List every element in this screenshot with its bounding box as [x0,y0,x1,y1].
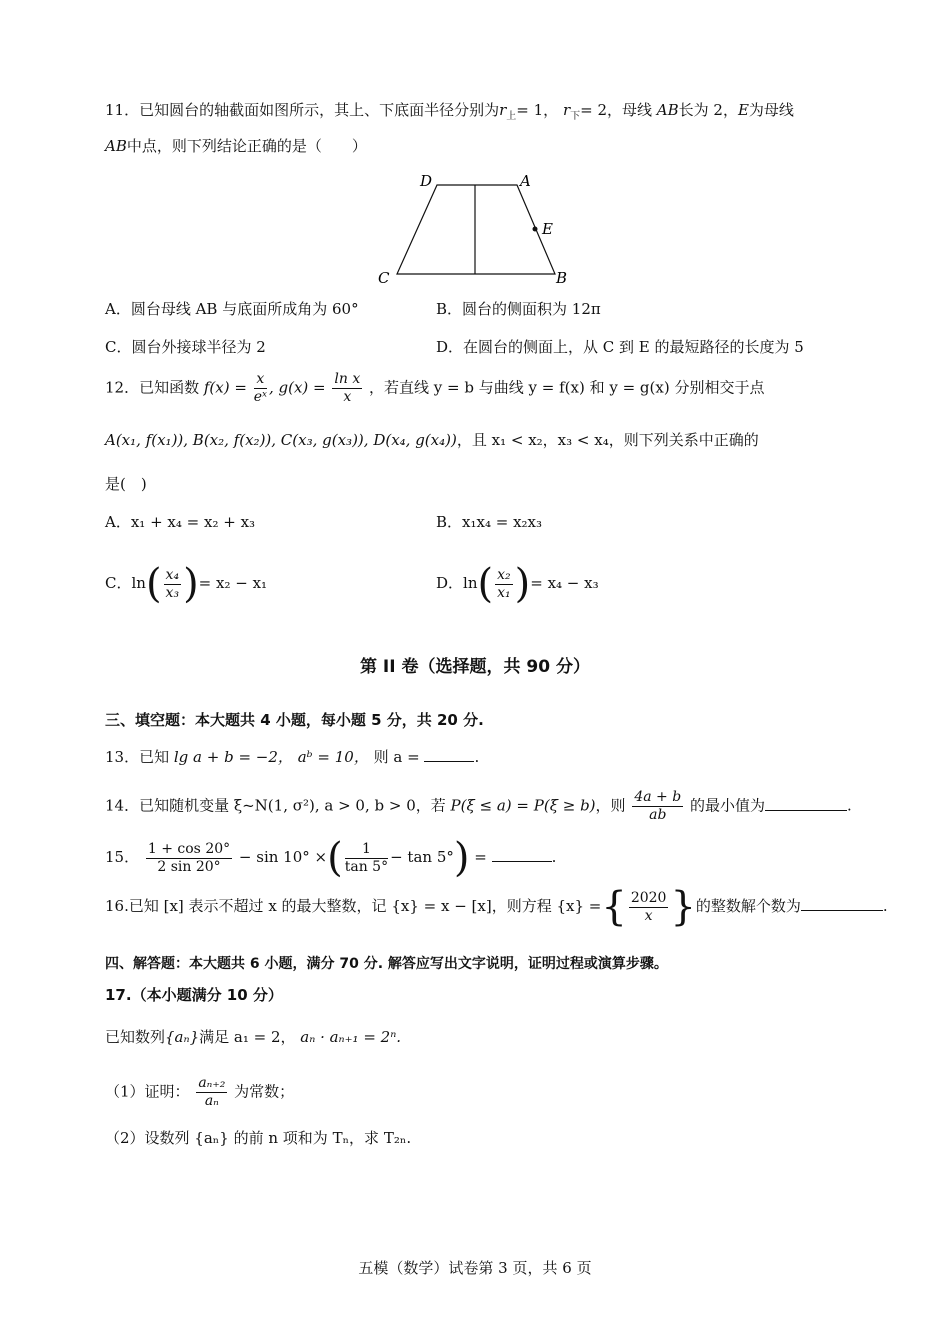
q17-part1-num: aₙ₊₂ [198,1075,226,1091]
q14-frac-num: 4a + b [634,789,682,805]
q11-stem-text: 11．已知圆台的轴截面如图所示，其上、下底面半径分别为 [105,101,500,119]
q15-eq: = [474,848,487,866]
section-2-title: 第 II 卷（选择题，共 90 分） [360,657,590,677]
q14-stem [105,789,852,824]
q16-frac-den: x [644,907,653,924]
q16-stem-text: 16.已知 [x] 表示不超过 x 的最大整数，记 {x} = x − [x]，则方程 {x} = [105,897,602,915]
q12-stem-line1 [105,371,764,406]
point-e-dot [533,227,538,232]
q14-expr: P(ξ ≤ a) = P(ξ ≥ b) [450,796,596,815]
q11-r-up: r [499,101,507,119]
q11-stem-text-2: 长为 2， [678,101,738,119]
q11-stem-text-3: 为母线 [748,101,794,119]
q11-r-up-value: = 1， [516,101,559,119]
q12-fx: f(x) = [203,378,247,397]
q12-option-d-lparen: ( [477,561,494,607]
q15-frac2-num: 1 [345,841,388,859]
q16-frac-num: 2020 [630,889,667,906]
label-a: A [520,172,531,190]
q12-gx-den: x [343,389,352,405]
q17-part1 [105,1075,294,1110]
q16-frac [629,890,669,925]
q12-stem-line3: 是( ) [105,475,147,493]
q14-frac-den: ab [649,807,667,823]
q13-answer-blank[interactable] [424,747,474,762]
q12-stem-text-3: ，且 x₁ < x₂，x₃ < x₄，则下列关系中正确的 [456,431,759,449]
q15-frac-1 [146,841,232,876]
q11-option-c[interactable]: C．圆台外接球半径为 2 [105,338,266,356]
q12-option-d-rhs: = x₄ − x₃ [530,574,599,592]
q13-stem-text: 13．已知 [105,748,170,766]
q16-end: . [882,897,888,915]
q11-trapezoid-figure [370,168,580,288]
q15-answer-blank[interactable] [492,847,552,862]
q15-stem [105,835,557,881]
q11-r-down: r [562,101,571,119]
q13-end: . [474,748,480,766]
q15-label: 15． [105,848,140,866]
q11-r-down-value: = 2，母线 [580,101,652,119]
q12-option-d-frac [495,567,513,602]
q16-rbrace: } [670,884,696,930]
q13-stem [105,746,479,768]
q17-part1-tail: 为常数； [234,1082,295,1101]
q12-option-c-rhs: = x₂ − x₁ [198,574,268,592]
q11-option-a[interactable]: A．圆台母线 AB 与底面所成角为 60° [105,300,359,318]
q14-frac [632,789,683,824]
q17-stem [105,1026,401,1048]
q15-frac1-den: 2 sin 20° [157,858,221,875]
q11-ab-2: AB [105,137,127,155]
q12-option-a[interactable]: A．x₁ + x₄ = x₂ + x₃ [105,513,256,531]
q17-part1-frac [196,1075,227,1110]
q11-stem-line1 [105,99,794,121]
trapezoid-outline [397,185,555,274]
q15-rparen: ) [453,835,470,881]
label-b: B [556,269,568,287]
q17-part2: （2）设数列 {aₙ} 的前 n 项和为 Tₙ，求 T₂ₙ. [105,1129,412,1147]
label-d: D [420,172,433,190]
q11-r-up-sub: 上 [506,111,517,122]
q17-title: 17.（本小题满分 10 分） [105,986,283,1004]
label-e: E [542,220,553,238]
q12-option-d-label: D．ln [436,574,478,592]
q13-stem-text-2: 则 a = [373,748,420,766]
q17-stem-text-3: aₙ · aₙ₊₁ = 2ⁿ. [300,1028,402,1046]
q14-stem-text-3: 的最小值为 [689,796,765,815]
q12-fx-frac [254,371,267,406]
q12-option-c[interactable] [105,561,268,607]
q12-gx: , g(x) = [268,378,326,397]
label-c: C [378,269,390,287]
q17-stem-text-2: 满足 a₁ = 2， [199,1028,296,1046]
q15-end: . [551,848,557,866]
section-4-title: 四、解答题：本大题共 6 小题，满分 70 分. 解答应写出文字说明，证明过程或演算步骤。 [105,956,668,972]
q11-e: E [737,101,749,119]
q12-option-c-frac [164,567,182,602]
q12-stem-text-2: ，若直线 y = b 与曲线 y = f(x) 和 y = g(x) 分别相交于点 [369,378,765,397]
q12-option-d-den: x₁ [497,584,511,601]
q14-end: . [846,796,852,815]
q12-option-c-label: C．ln [105,574,146,592]
q12-gx-frac [332,371,362,406]
q12-fx-den: eˣ [253,389,267,405]
q15-frac1-num: 1 + cos 20° [147,840,231,857]
q17-stem-text: 已知数列 [105,1028,166,1046]
q15-lparen: ( [327,835,343,881]
q15-frac-2 [345,841,388,876]
q14-stem-text: 14．已知随机变量 ξ~N(1, σ²), a > 0, b > 0，若 [105,796,446,815]
q15-frac2-den: tan 5° [344,858,389,875]
q13-expr-1: lg a + b = −2， [173,748,293,766]
q12-option-d-rparen: ) [514,561,531,607]
q17-part1-den: aₙ [204,1093,219,1109]
q16-stem-text-2: 的整数解个数为 [695,897,801,915]
q13-expr-2: aᵇ = 10， [297,748,369,766]
section-3-title: 三、填空题：本大题共 4 小题，每小题 5 分，共 20 分. [105,711,484,729]
q12-option-d-num: x₂ [497,566,511,583]
q15-tail: − tan 5° [390,848,454,866]
q12-option-c-num: x₄ [165,566,180,583]
page-footer: 五模（数学）试卷第 3 页，共 6 页 [358,1259,592,1277]
q12-option-c-lparen: ( [145,561,162,607]
q12-option-c-rparen: ) [183,561,199,607]
q11-option-b[interactable]: B．圆台的侧面积为 12π [436,300,601,318]
q15-mid: − sin 10° × [238,848,328,866]
q12-gx-num: ln x [334,371,361,387]
q14-stem-text-2: ，则 [595,796,626,815]
q11-option-d[interactable]: D．在圆台的侧面上，从 C 到 E 的最短路径的长度为 5 [436,338,804,356]
q16-lbrace: { [601,884,627,930]
q12-points: A(x₁, f(x₁)), B(x₂, f(x₂)), C(x₃, g(x₃)), D(x₄, g(x₄)) [105,431,457,449]
q17-seq: {aₙ} [165,1028,200,1046]
q16-stem [105,884,888,930]
q11-options-row1 [105,298,359,320]
q12-stem-line2 [105,429,759,451]
q12-option-c-den: x₃ [165,584,180,601]
q11-r-down-sub: 下 [570,111,581,122]
q12-option-b[interactable]: B．x₁x₄ = x₂x₃ [436,513,543,531]
q17-part1-label: （1）证明： [105,1082,190,1101]
q12-fx-num: x [254,371,267,389]
q11-stem-text-4: 中点，则下列结论正确的是（ ） [126,137,367,155]
q14-answer-blank[interactable] [765,796,847,811]
q16-answer-blank[interactable] [801,896,883,911]
q11-stem-line2 [105,135,367,157]
q12-option-d[interactable] [436,561,599,607]
q12-stem-text: 12．已知函数 [105,378,200,397]
q11-ab: AB [656,101,679,119]
